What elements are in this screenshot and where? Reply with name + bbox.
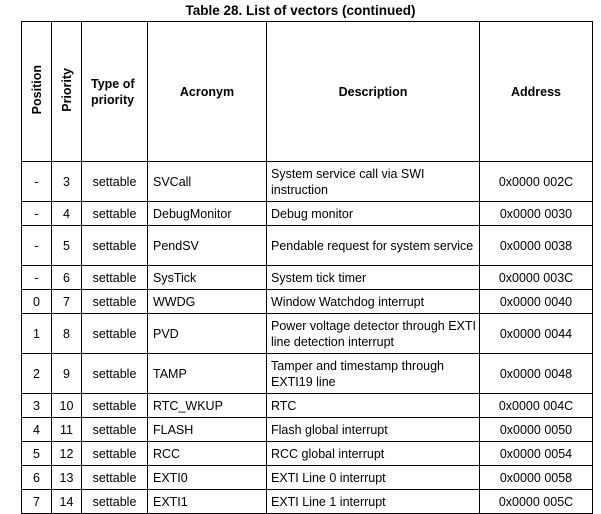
cell-position: 4 — [22, 418, 52, 442]
cell-description: RTC — [267, 394, 480, 418]
header-acronym: Acronym — [148, 22, 267, 162]
header-priority: Priority — [52, 22, 82, 162]
header-address: Address — [480, 22, 593, 162]
table-row — [22, 162, 593, 202]
table-caption: Table 28. List of vectors (continued) — [185, 3, 416, 18]
cell-position: 3 — [22, 394, 52, 418]
cell-description: Power voltage detector through EXTI line detection interrupt — [267, 314, 480, 354]
cell-priority: 6 — [52, 266, 82, 290]
table-row — [22, 226, 593, 266]
cell-address: 0x0000 005C — [480, 490, 593, 514]
cell-priority: 11 — [52, 418, 82, 442]
cell-acronym: FLASH — [148, 418, 267, 442]
cell-address: 0x0000 0048 — [480, 354, 593, 394]
cell-type: settable — [82, 162, 148, 202]
cell-position: 2 — [22, 354, 52, 394]
cell-priority: 5 — [52, 226, 82, 266]
cell-acronym: RCC — [148, 442, 267, 466]
table-row — [22, 442, 593, 466]
cell-address: 0x0000 0040 — [480, 290, 593, 314]
header-row — [22, 22, 593, 162]
cell-acronym: WWDG — [148, 290, 267, 314]
cell-priority: 8 — [52, 314, 82, 354]
cell-description: Debug monitor — [267, 202, 480, 226]
cell-priority: 13 — [52, 466, 82, 490]
header-position: Position — [22, 22, 52, 162]
cell-description: System tick timer — [267, 266, 480, 290]
cell-position: 0 — [22, 290, 52, 314]
cell-description: EXTI Line 0 interrupt — [267, 466, 480, 490]
cell-type: settable — [82, 394, 148, 418]
cell-type: settable — [82, 314, 148, 354]
cell-address: 0x0000 002C — [480, 162, 593, 202]
cell-address: 0x0000 003C — [480, 266, 593, 290]
table-row — [22, 466, 593, 490]
cell-priority: 12 — [52, 442, 82, 466]
cell-address: 0x0000 0044 — [480, 314, 593, 354]
cell-type: settable — [82, 442, 148, 466]
cell-description: Window Watchdog interrupt — [267, 290, 480, 314]
cell-description: Flash global interrupt — [267, 418, 480, 442]
cell-priority: 10 — [52, 394, 82, 418]
cell-position: - — [22, 202, 52, 226]
cell-address: 0x0000 0058 — [480, 466, 593, 490]
cell-address: 0x0000 0030 — [480, 202, 593, 226]
cell-acronym: EXTI1 — [148, 490, 267, 514]
table-row — [22, 418, 593, 442]
cell-position: 5 — [22, 442, 52, 466]
cell-priority: 4 — [52, 202, 82, 226]
cell-acronym: PVD — [148, 314, 267, 354]
cell-priority: 9 — [52, 354, 82, 394]
cell-priority: 14 — [52, 490, 82, 514]
header-type-of-priority: Type of priority — [82, 22, 148, 162]
cell-address: 0x0000 0054 — [480, 442, 593, 466]
cell-position: 6 — [22, 466, 52, 490]
cell-description: System service call via SWI instruction — [267, 162, 480, 202]
cell-acronym: EXTI0 — [148, 466, 267, 490]
cell-type: settable — [82, 226, 148, 266]
vector-table — [21, 21, 593, 514]
cell-acronym: TAMP — [148, 354, 267, 394]
cell-type: settable — [82, 290, 148, 314]
cell-address: 0x0000 004C — [480, 394, 593, 418]
cell-priority: 3 — [52, 162, 82, 202]
cell-priority: 7 — [52, 290, 82, 314]
cell-type: settable — [82, 490, 148, 514]
cell-acronym: DebugMonitor — [148, 202, 267, 226]
cell-acronym: RTC_WKUP — [148, 394, 267, 418]
cell-type: settable — [82, 266, 148, 290]
cell-position: 7 — [22, 490, 52, 514]
cell-position: - — [22, 162, 52, 202]
cell-position: - — [22, 266, 52, 290]
cell-description: EXTI Line 1 interrupt — [267, 490, 480, 514]
table-row — [22, 266, 593, 290]
cell-acronym: SysTick — [148, 266, 267, 290]
cell-description: RCC global interrupt — [267, 442, 480, 466]
table-row — [22, 490, 593, 514]
cell-description: Tamper and timestamp through EXTI19 line — [267, 354, 480, 394]
table-row — [22, 314, 593, 354]
cell-type: settable — [82, 202, 148, 226]
cell-description: Pendable request for system service — [267, 226, 480, 266]
cell-acronym: PendSV — [148, 226, 267, 266]
cell-type: settable — [82, 354, 148, 394]
cell-address: 0x0000 0050 — [480, 418, 593, 442]
cell-position: - — [22, 226, 52, 266]
cell-type: settable — [82, 418, 148, 442]
cell-acronym: SVCall — [148, 162, 267, 202]
table-row — [22, 202, 593, 226]
table-row — [22, 354, 593, 394]
cell-position: 1 — [22, 314, 52, 354]
table-row — [22, 290, 593, 314]
table-row — [22, 394, 593, 418]
cell-address: 0x0000 0038 — [480, 226, 593, 266]
header-description: Description — [267, 22, 480, 162]
cell-type: settable — [82, 466, 148, 490]
